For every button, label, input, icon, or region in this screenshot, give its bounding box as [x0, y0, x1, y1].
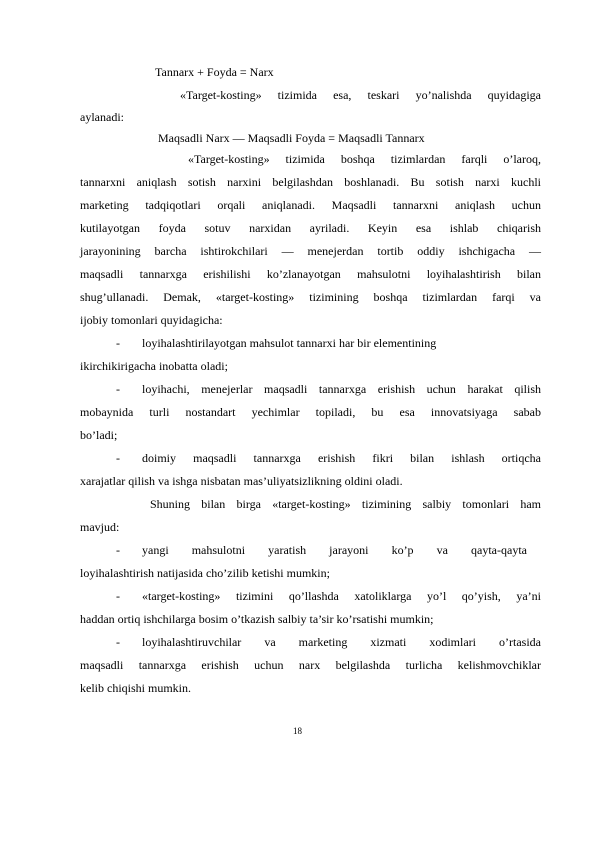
paragraph-line-5: jarayonining barcha ishtirokchilari — menejerdan tortib oddiy ishchigacha —	[80, 244, 541, 258]
list-item-line: bo’ladi;	[80, 428, 118, 442]
list-item-line: ikirchikirigacha inobatta oladi;	[80, 359, 228, 373]
paragraph-line-8: ijobiy tomonlari quyidagicha:	[80, 313, 223, 327]
page-number: 18	[293, 726, 302, 736]
paragraph-line-7: shug’ullanadi. Demak, «target-kosting» tizimining boshqa tizimlardan farqi va	[80, 290, 541, 304]
list-item-line: loyihachi, menejerlar maqsadli tannarxga erishish uchun harakat qilish	[142, 382, 541, 396]
list-dash: -	[116, 543, 120, 557]
intro-line-1: «Target-kosting» tizimida esa, teskari yo’nalishda quyidagiga	[180, 88, 541, 102]
formula-price: Tannarx + Foyda = Narx	[155, 65, 274, 79]
list-item-line: mobaynida turli nostandart yechimlar topiladi, bu esa innovatsiyaga sabab	[80, 405, 541, 419]
list-dash: -	[116, 382, 120, 396]
formula-target-cost: Maqsadli Narx — Maqsadli Foyda = Maqsadli Tannarx	[158, 131, 425, 145]
list-item-line: xarajatlar qilish va ishga nisbatan mas’uliyatsizlikning oldini oladi.	[80, 474, 403, 488]
negatives-intro-line-2: mavjud:	[80, 520, 120, 534]
list-item-line: loyihalashtirilayotgan mahsulot tannarxi har bir elementining	[142, 336, 437, 350]
list-dash: -	[116, 336, 120, 350]
paragraph-line-2: tannarxni aniqlash sotish narxini belgilashdan boshlanadi. Bu sotish narxi kuchli	[80, 175, 541, 189]
list-item-line: maqsadli tannarxga erishish uchun narx belgilashda turlicha kelishmovchiklar	[80, 658, 541, 672]
list-item-line: doimiy maqsadli tannarxga erishish fikri bilan ishlash ortiqcha	[142, 451, 541, 465]
list-item-line: kelib chiqishi mumkin.	[80, 681, 191, 695]
paragraph-line-3: marketing tadqiqotlari orqali aniqlanadi. Maqsadli tannarxni aniqlash uchun	[80, 198, 541, 212]
paragraph-line-4: kutilayotgan foyda sotuv narxidan ayriladi. Keyin esa ishlab chiqarish	[80, 221, 541, 235]
list-item-line: loyihalashtirish natijasida cho’zilib ketishi mumkin;	[80, 566, 330, 580]
list-item-line: loyihalashtiruvchilar va marketing xizmati xodimlari o’rtasida	[142, 635, 541, 649]
paragraph-line-6: maqsadli tannarxga erishilishi ko’zlanayotgan mahsulotni loyihalashtirish bilan	[80, 267, 541, 281]
list-item-line: haddan ortiq ishchilarga bosim o’tkazish salbiy ta’sir ko’rsatishi mumkin;	[80, 612, 434, 626]
list-dash: -	[116, 451, 120, 465]
list-dash: -	[116, 589, 120, 603]
intro-line-2: aylanadi:	[80, 110, 124, 124]
negatives-intro-line-1: Shuning bilan birga «target-kosting» tizimining salbiy tomonlari ham	[150, 497, 541, 511]
list-item-line: «target-kosting» tizimini qo’llashda xatoliklarga yo’l qo’yish, ya’ni	[142, 589, 541, 603]
list-dash: -	[116, 635, 120, 649]
list-item-line: yangi mahsulotni yaratish jarayoni ko’p va qayta-qayta	[142, 543, 527, 557]
paragraph-line-1: «Target-kosting» tizimida boshqa tizimlardan farqli o’laroq,	[188, 152, 541, 166]
